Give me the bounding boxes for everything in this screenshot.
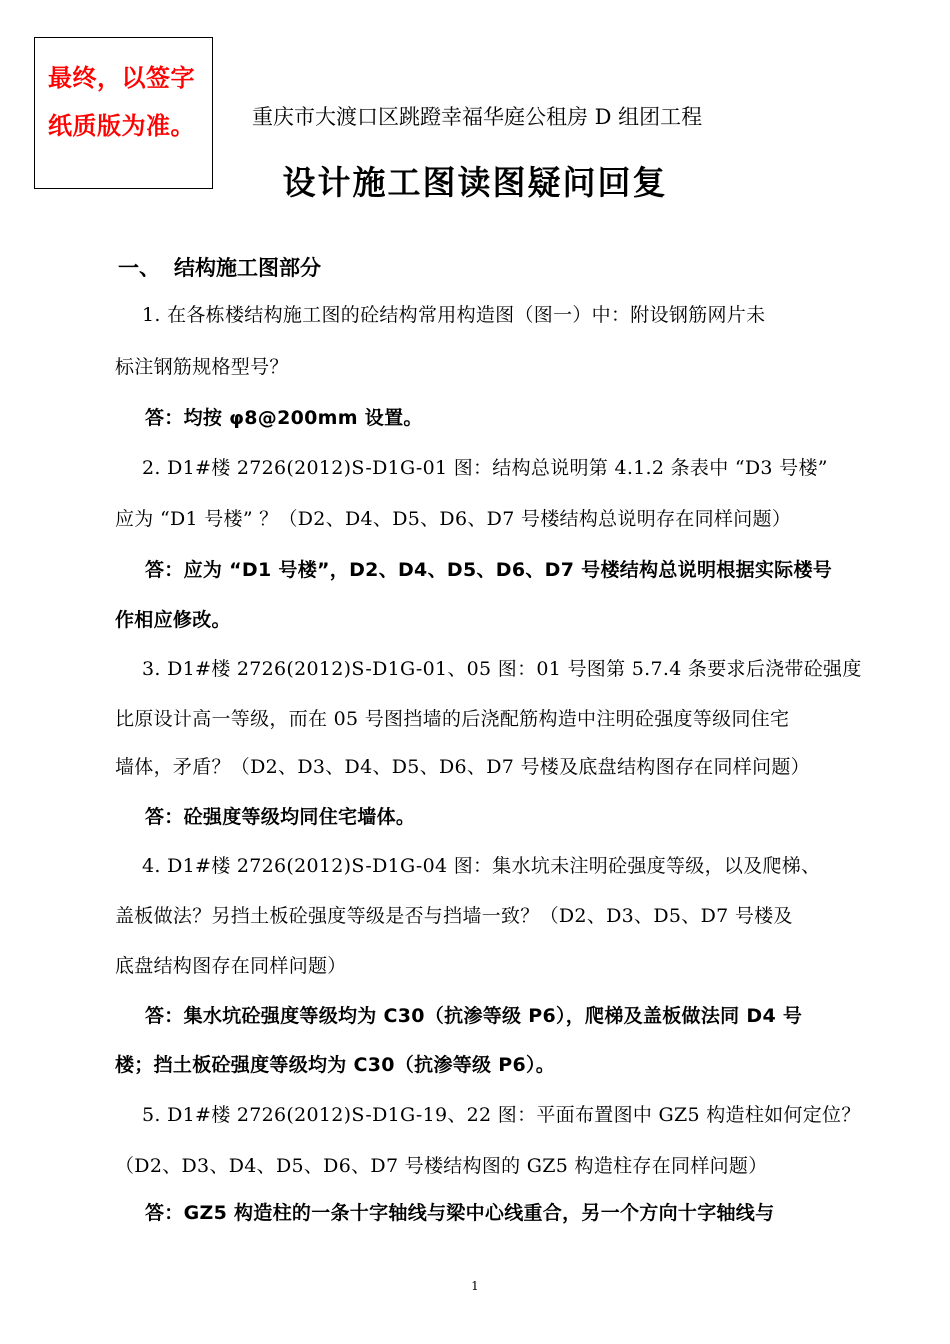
question-2-line-2: 应为 “D1 号楼” ？（D2、D4、D5、D6、D7 号楼结构总说明存在同样问题）: [115, 508, 792, 530]
answer-4-line-2: 楼；挡土板砼强度等级均为 C30（抗渗等级 P6）。: [115, 1054, 556, 1076]
answer-2-line-1: 答：应为 “D1 号楼”，D2、D4、D5、D6、D7 号楼结构总说明根据实际楼号: [145, 559, 833, 581]
question-1-line-1: 1. 在各栋楼结构施工图的砼结构常用构造图（图一）中：附设钢筋网片未: [142, 304, 766, 326]
section-heading: [118, 252, 321, 282]
question-5-line-1: 5. D1#楼 2726(2012)S-D1G-19、22 图：平面布置图中 GZ5 构造柱如何定位？: [142, 1104, 861, 1126]
question-2-line-1: 2. D1#楼 2726(2012)S-D1G-01 图：结构总说明第 4.1.2 条表中 “D3 号楼”: [142, 457, 828, 479]
answer-4-line-1: 答：集水坑砼强度等级均为 C30（抗渗等级 P6），爬梯及盖板做法同 D4 号: [145, 1005, 803, 1027]
signature-notice-line2: 纸质版为准。: [48, 112, 195, 140]
question-4-line-2: 盖板做法？另挡土板砼强度等级是否与挡墙一致？（D2、D3、D5、D7 号楼及: [115, 905, 793, 927]
question-3-line-3: 墙体，矛盾？（D2、D3、D4、D5、D6、D7 号楼及底盘结构图存在同样问题）: [115, 756, 810, 778]
question-3-line-2: 比原设计高一等级，而在 05 号图挡墙的后浇配筋构造中注明砼强度等级同住宅: [115, 708, 790, 730]
question-3-line-1: 3. D1#楼 2726(2012)S-D1G-01、05 图：01 号图第 5.7.4 条要求后浇带砼强度: [142, 658, 862, 680]
question-5-line-2: （D2、D3、D4、D5、D6、D7 号楼结构图的 GZ5 构造柱存在同样问题）: [115, 1155, 768, 1177]
answer-1: 答：均按 φ8@200mm 设置。: [145, 407, 423, 429]
question-4-line-3: 底盘结构图存在同样问题）: [115, 955, 347, 977]
answer-5-line-1: 答：GZ5 构造柱的一条十字轴线与梁中心线重合，另一个方向十字轴线与: [145, 1202, 775, 1224]
section-title: 结构施工图部分: [174, 255, 321, 280]
section-number: 一、: [118, 255, 160, 280]
answer-2-line-2: 作相应修改。: [115, 609, 231, 631]
project-title: 重庆市大渡口区跳蹬幸福华庭公租房 D 组团工程: [252, 105, 703, 129]
question-1-line-2: 标注钢筋规格型号？: [115, 356, 289, 378]
page-number: 1: [471, 1279, 479, 1293]
signature-notice-line1: 最终，以签字: [48, 64, 195, 92]
answer-3: 答：砼强度等级均同住宅墙体。: [145, 806, 416, 828]
document-title: 设计施工图读图疑问回复: [282, 163, 668, 202]
question-4-line-1: 4. D1#楼 2726(2012)S-D1G-04 图：集水坑未注明砼强度等级，以及爬梯、: [142, 855, 821, 877]
